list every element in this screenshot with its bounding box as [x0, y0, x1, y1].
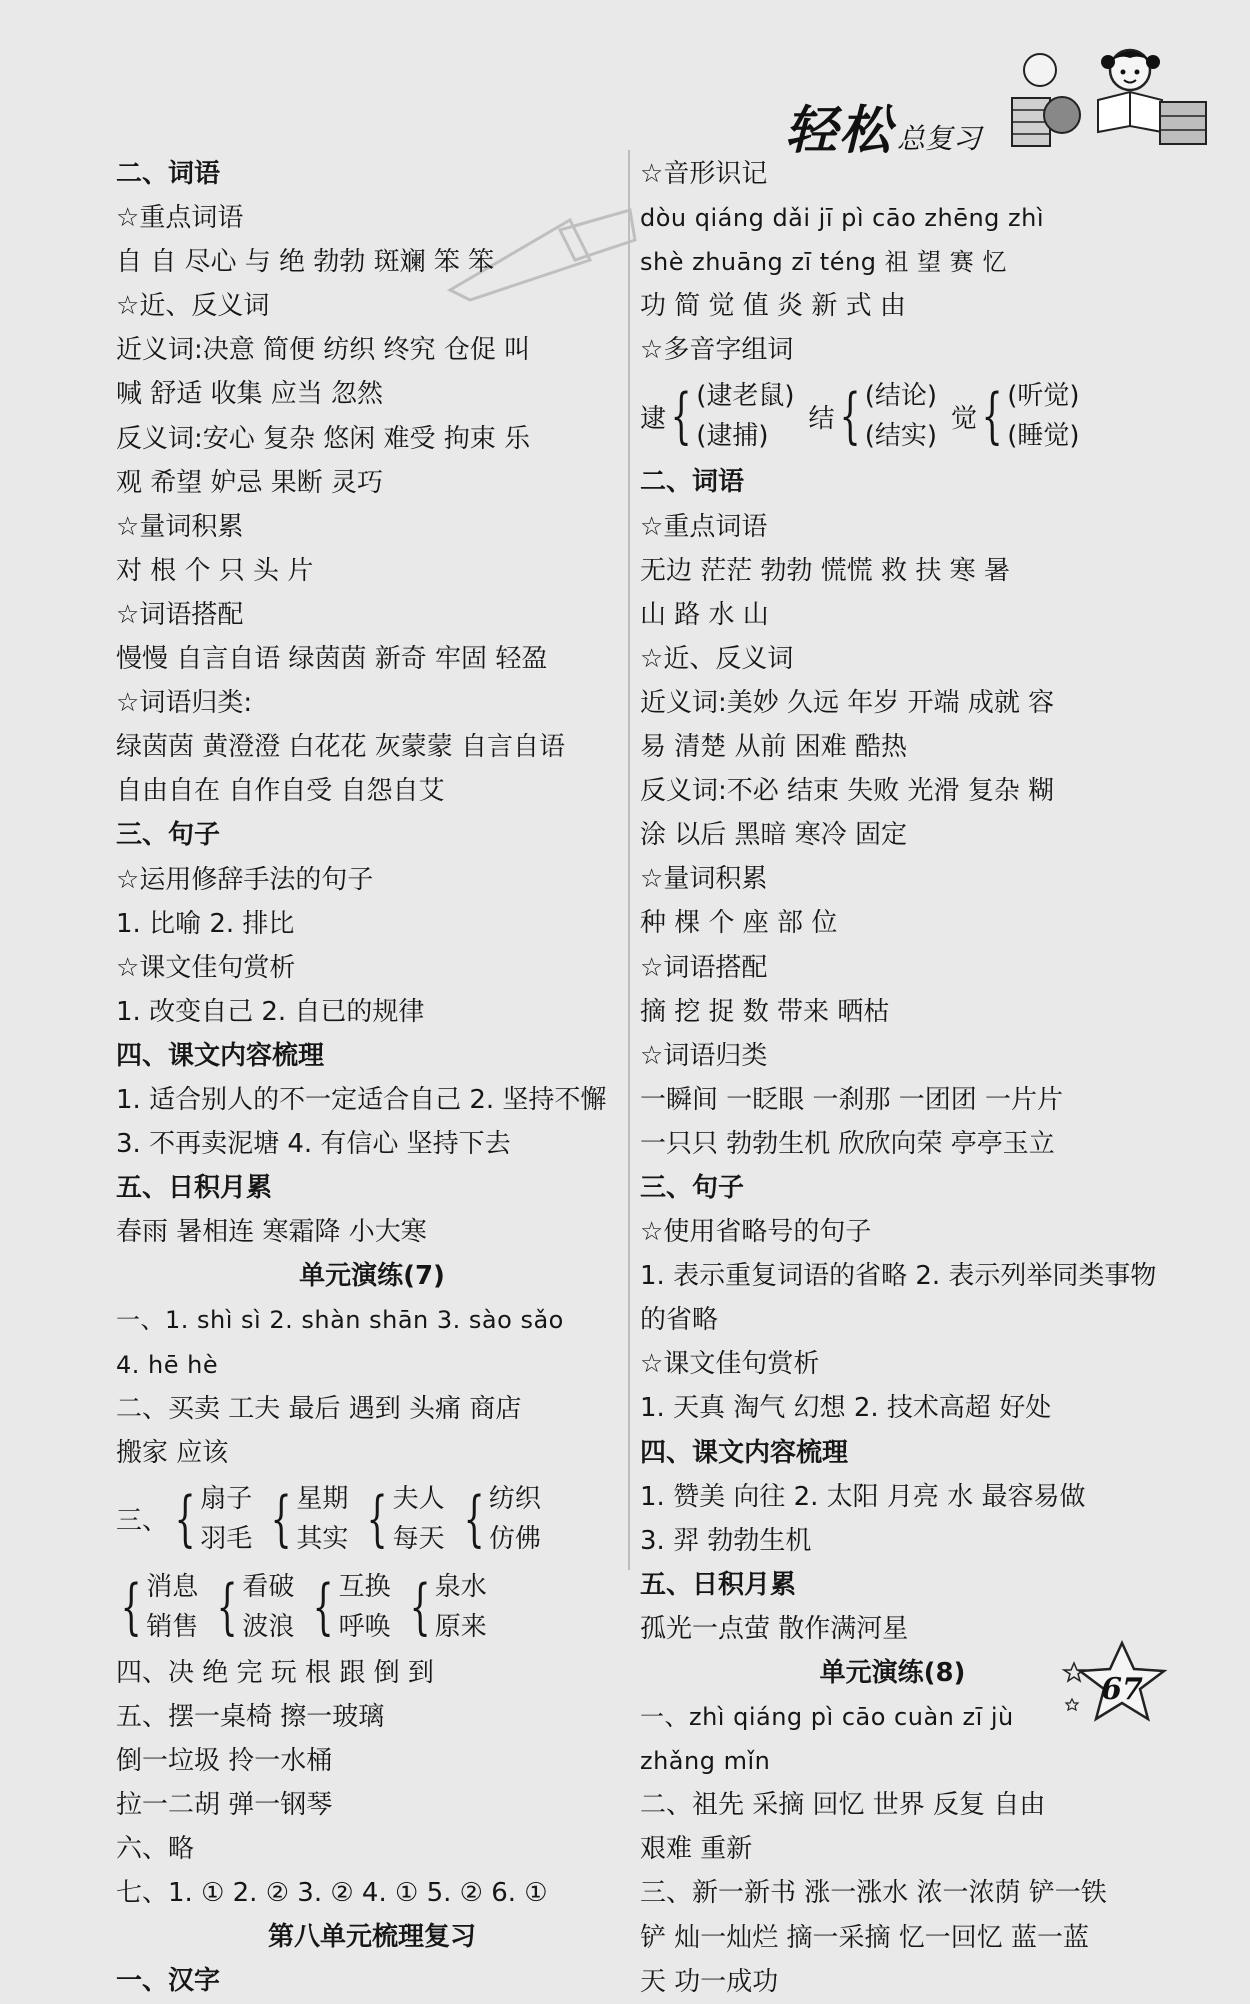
answer-line: 五、摆一桌椅 擦一玻璃 [116, 1701, 385, 1732]
section-heading: 三、句子 [116, 820, 221, 851]
section-heading: 三、句子 [640, 1172, 745, 1203]
left-lines-2 [116, 1651, 628, 2004]
topic-label: ☆ 词语搭配 [116, 593, 628, 637]
brace-item: 每天 [392, 1523, 445, 1554]
topic-label: ☆ 近、反义词 [640, 637, 1145, 681]
section-heading: 二、词语 [116, 159, 221, 189]
brace-symbol: { [216, 1571, 238, 1642]
brace-stack [1007, 376, 1079, 456]
topic-label: ☆ 词语归类 [640, 1034, 1145, 1078]
brace-symbol: { [981, 381, 1003, 452]
subsection-title: 第八单元梳理复习 [267, 1922, 476, 1953]
brace-symbol: { [367, 1483, 389, 1554]
section-heading: 五、日积月累 [116, 1173, 273, 1204]
section-heading: 四、课文内容梳理 [640, 1437, 849, 1468]
answer-line: 1. 改变自己 2. 自已的规律 [116, 996, 425, 1027]
topic-label: ☆ 多音字组词 [640, 328, 1145, 372]
brace-item: 看破 [242, 1571, 295, 1602]
answer-line: 1. 比喻 2. 排比 [116, 908, 295, 939]
brace-stack [393, 1479, 445, 1559]
brace-item: (结论) [864, 381, 937, 412]
brace-item: (结实) [864, 421, 937, 452]
brace-stack [435, 1567, 487, 1647]
brace-item: 原来 [434, 1611, 487, 1642]
answer-line: 易 清楚 从前 困难 酷热 [640, 732, 908, 763]
answer-line: 拉一二胡 弹一钢琴 [116, 1790, 333, 1821]
answer-line: 山 路 水 山 [640, 599, 769, 630]
topic-label: ☆ 课文佳句赏析 [640, 1342, 1145, 1386]
brace-item: 扇子 [200, 1483, 253, 1514]
answer-line: 涂 以后 黑暗 寒冷 固定 [640, 820, 908, 851]
answer-line: 功 简 觉 值 炎 新 式 由 [640, 291, 906, 322]
brand-title-main: 轻松 [785, 100, 894, 161]
brace-item: 呼唤 [338, 1611, 391, 1642]
answer-line: 1. 赞美 向往 2. 太阳 月亮 水 最容易做 [640, 1481, 1086, 1512]
brand-title-sub: 总复习 [897, 122, 982, 155]
brace-group [308, 1567, 390, 1647]
brace-symbol: { [463, 1483, 485, 1554]
left-brace-line-1 [116, 1475, 628, 1563]
brace-symbol: { [174, 1483, 196, 1554]
right-lines [640, 152, 1145, 372]
answer-line: 一、1. shì sì 2. shàn shān 3. sào sǎo [116, 1306, 564, 1335]
brace-group [666, 376, 794, 456]
answer-line: 艰难 重新 [640, 1834, 753, 1865]
answer-line: 自 自 尽心 与 绝 勃勃 斑斓 笨 笨 [116, 247, 495, 278]
answer-line: 铲 灿一灿烂 摘一采摘 忆一回忆 蓝一蓝 [640, 1922, 1090, 1953]
brace-group [977, 376, 1079, 456]
topic-label: ☆ 量词积累 [640, 857, 1145, 901]
right-brace-line [640, 372, 1145, 460]
brace-item: 纺织 [488, 1483, 541, 1514]
brace-stack [296, 1479, 348, 1559]
left-brace-line-2 [116, 1563, 628, 1651]
brace-symbol: { [839, 381, 861, 452]
answer-line: 四、决 绝 完 玩 根 跟 倒 到 [116, 1657, 434, 1688]
answer-line: 一瞬间 一眨眼 一刹那 一团团 一片片 [640, 1084, 1064, 1115]
brace-group [116, 1567, 198, 1647]
brace-symbol: { [670, 381, 692, 452]
brace-group [170, 1479, 252, 1559]
brand-title [785, 88, 982, 161]
brace-symbol: { [120, 1571, 142, 1642]
brace-group [266, 1479, 348, 1559]
brace-item: 互换 [338, 1571, 391, 1602]
subsection-title: 单元演练(8) [819, 1658, 966, 1688]
answer-line: 近义词:决意 简便 纺织 终究 仓促 叫 [116, 335, 531, 366]
brace-item: 其实 [296, 1523, 349, 1554]
brace-item: (听觉) [1007, 381, 1080, 412]
right-lines-2 [640, 460, 1157, 2003]
brace-group [405, 1567, 487, 1647]
polyphone-char: 逮 [640, 403, 667, 434]
answer-line: 一只只 勃勃生机 欣欣向荣 亭亭玉立 [640, 1128, 1055, 1159]
topic-label: ☆ 近、反义词 [116, 284, 628, 328]
answer-line: 一、zhì qiáng pì cāo cuàn zī jù [640, 1703, 1014, 1732]
answer-line: 对 根 个 只 头 片 [116, 555, 314, 586]
answer-line: 天 功一成功 [640, 1966, 779, 1997]
reading-kids-illustration [1010, 40, 1210, 150]
answer-line: 三、新一新书 涨一涨水 浓一浓荫 铲一铁 [640, 1878, 1107, 1909]
brace-item: (睡觉) [1007, 421, 1080, 452]
brace-symbol: { [312, 1571, 335, 1642]
topic-label: ☆ 运用修辞手法的句子 [116, 858, 628, 902]
section-heading: 一、汉字 [116, 1966, 221, 1997]
answer-line: 二、祖先 采摘 回忆 世界 反复 自由 [640, 1790, 1046, 1821]
brace-item: 仿佛 [488, 1523, 541, 1554]
topic-label: ☆ 重点词语 [116, 196, 628, 240]
brace-item: 波浪 [242, 1611, 295, 1642]
answer-line: 1. 天真 淘气 幻想 2. 技术高超 好处 [640, 1393, 1052, 1424]
brace-item: (逮老鼠) [696, 381, 795, 412]
brace-group [459, 1479, 541, 1559]
brace-item: 泉水 [434, 1571, 487, 1602]
answer-line: 观 希望 妒忌 果断 灵巧 [116, 467, 384, 498]
topic-label: ☆ 量词积累 [116, 505, 628, 549]
brace-group [212, 1567, 294, 1647]
answer-line: zhǎng mǐn [640, 1747, 771, 1776]
topic-label: ☆ 课文佳句赏析 [116, 946, 628, 990]
answer-line: 搬家 应该 [116, 1437, 229, 1468]
answer-line: 的省略 [640, 1305, 719, 1336]
brace-stack [339, 1567, 391, 1647]
left-column [116, 152, 628, 2004]
answer-line: 二、买卖 工夫 最后 遇到 头痛 商店 [116, 1393, 522, 1424]
answer-line: 3. 羿 勃勃生机 [640, 1525, 812, 1556]
brace-symbol: { [409, 1571, 431, 1642]
section-heading: 二、词语 [640, 467, 745, 498]
brace-stack [489, 1479, 541, 1559]
topic-label: ☆ 词语搭配 [640, 946, 1145, 990]
brace-group [362, 1479, 444, 1559]
answer-line: 1. 适合别人的不一定适合自己 2. 坚持不懈 [116, 1084, 607, 1115]
brace-symbol: { [270, 1483, 292, 1554]
answer-line: 慢慢 自言自语 绿茵茵 新奇 牢固 轻盈 [116, 644, 548, 675]
brace-item: 销售 [146, 1611, 199, 1642]
topic-label: ☆ 使用省略号的句子 [640, 1210, 1145, 1254]
section-heading: 五、日积月累 [640, 1569, 797, 1600]
brace-stack [696, 376, 794, 456]
brace-item: (逮捕) [696, 421, 769, 452]
topic-label: ☆ 音形识记 [640, 152, 1145, 196]
answer-line: 倒一垃圾 拎一水桶 [116, 1746, 333, 1776]
answer-line: 3. 不再卖泥塘 4. 有信心 坚持下去 [116, 1129, 511, 1160]
brace-stack [242, 1567, 294, 1647]
brace-item: 消息 [146, 1571, 199, 1602]
brace-stack [200, 1479, 252, 1559]
answer-line: 自由自在 自作自受 自怨自艾 [116, 776, 445, 807]
brace-item: 星期 [296, 1483, 349, 1514]
page-number-badge [1060, 1635, 1170, 1730]
answer-line: 4. hē hè [116, 1350, 219, 1379]
answer-line: 绿茵茵 黄澄澄 白花花 灰蒙蒙 自言自语 [116, 732, 566, 763]
answer-line: 孤光一点萤 散作满河星 [640, 1613, 909, 1644]
answer-line: 反义词:安心 复杂 悠闲 难受 拘束 乐 [116, 423, 531, 454]
polyphone-char: 觉 [951, 403, 978, 434]
brace-stack [146, 1567, 198, 1647]
answer-line: 摘 挖 捉 数 带来 晒枯 [640, 996, 890, 1027]
topic-label: ☆ 重点词语 [640, 505, 1145, 549]
left-lines [116, 152, 628, 1475]
page-number: 67 [1101, 1672, 1143, 1707]
answer-line: 1. 表示重复词语的省略 2. 表示列举同类事物 [640, 1261, 1157, 1292]
answer-line: 种 棵 个 座 部 位 [640, 908, 838, 939]
column-divider [628, 150, 630, 1570]
answer-line: 喊 舒适 收集 应当 忽然 [116, 379, 384, 410]
answer-line: 七、1. ① 2. ② 3. ② 4. ① 5. ② 6. ① [116, 1878, 548, 1909]
brace-item: 夫人 [392, 1483, 445, 1514]
answer-line: shè zhuāng zī téng 祖 望 赛 忆 [640, 248, 1007, 277]
answer-line: dòu qiáng dǎi jī pì cāo zhēng zhì [640, 204, 1045, 233]
answer-line: 反义词:不必 结束 失败 光滑 复杂 糊 [640, 776, 1055, 807]
brace-item: 羽毛 [200, 1523, 253, 1554]
polyphone-char: 结 [808, 403, 835, 434]
subsection-title: 单元演练(7) [299, 1261, 445, 1292]
answer-line: 六、略 [116, 1834, 195, 1865]
brace-group [835, 376, 937, 456]
section-heading: 四、课文内容梳理 [116, 1040, 325, 1071]
answer-line: 近义词:美妙 久远 年岁 开端 成就 容 [640, 687, 1055, 718]
topic-label: ☆ 词语归类: [116, 681, 628, 725]
brace-line-prefix: 三、 [116, 1506, 169, 1537]
brace-stack [865, 376, 937, 456]
answer-line: 春雨 暑相连 寒霜降 小大寒 [116, 1217, 427, 1248]
answer-line: 无边 茫茫 勃勃 慌慌 救 扶 寒 暑 [640, 555, 1010, 586]
